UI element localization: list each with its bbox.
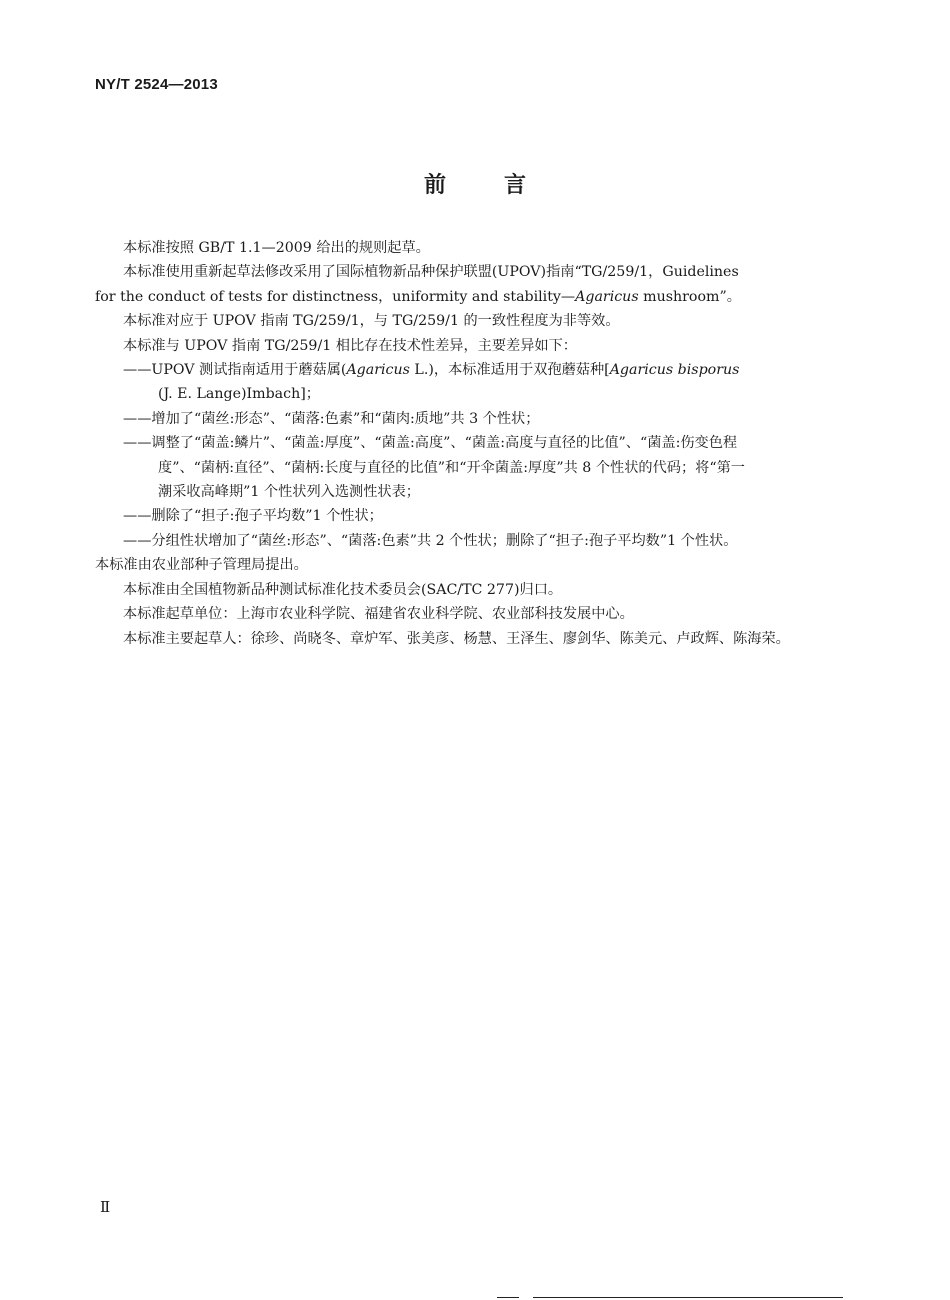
paragraph-proposer: 本标准由农业部种子管理局提出。 [95,557,308,574]
paragraph-committee: 本标准由全国植物新品种测试标准化技术委员会(SAC/TC 277)归口。 [123,581,563,598]
difference-item-scope: ——UPOV 测试指南适用于蘑菇属(Agaricus L.)，本标准适用于双孢蘑菇种[Agaricus bisporus (J. E. Lange)Imbach]； [123,362,740,403]
paragraph-differences: 本标准与 UPOV 指南 TG/259/1 相比存在技术性差异，主要差异如下： [123,337,577,354]
paragraph-drafters: 本标准主要起草人：徐珍、尚晓冬、章炉军、张美彦、杨慧、王泽生、廖剑华、陈美元、卢政辉、陈海荣。 [123,630,790,647]
difference-item-deleted: ——删除了“担子:孢子平均数”1 个性状； [123,508,383,525]
page-title: 前言 [423,173,584,198]
standard-code: NY/T 2524—2013 [95,76,218,93]
difference-item-adjusted: ——调整了“菌盖:鳞片”、“菌盖:厚度”、“菌盖:高度”、“菌盖:高度与直径的比值”、“菌盖:伤变色程 度”、“菌柄:直径”、“菌柄:长度与直径的比值”和“开伞菌盖:厚度”共 8 个性状的代码；将“第一 潮采收高峰期”1 个性状列入选测性状表； [123,435,745,501]
paragraph-correspondence: 本标准对应于 UPOV 指南 TG/259/1，与 TG/259/1 的一致性程度为非等效。 [123,313,620,330]
difference-item-grouping: ——分组性状增加了“菌丝:形态”、“菌落:色素”共 2 个性状；删除了“担子:孢子平均数”1 个性状。 [123,532,738,549]
footer-rule-long [533,1297,843,1298]
footer-rule-short [497,1297,519,1298]
latin-name: Agaricus [575,288,639,305]
paragraph-drafting-units: 本标准起草单位：上海市农业科学院、福建省农业科学院、农业部科技发展中心。 [123,606,634,623]
paragraph-drafting-rules: 本标准按照 GB/T 1.1—2009 给出的规则起草。 [123,240,430,256]
difference-item-added: ——增加了“菌丝:形态”、“菌落:色素”和“菌肉:质地”共 3 个性状； [123,410,540,427]
foreword-body [95,236,835,651]
paragraph-adoption-cont: for the conduct of tests for distinctness，uniformity and stability—Agaricus mushroom”。 [95,288,741,305]
page-number: Ⅱ [100,1198,111,1216]
paragraph-adoption: 本标准使用重新起草法修改采用了国际植物新品种保护联盟(UPOV)指南“TG/259/1，Guidelines [123,264,739,281]
